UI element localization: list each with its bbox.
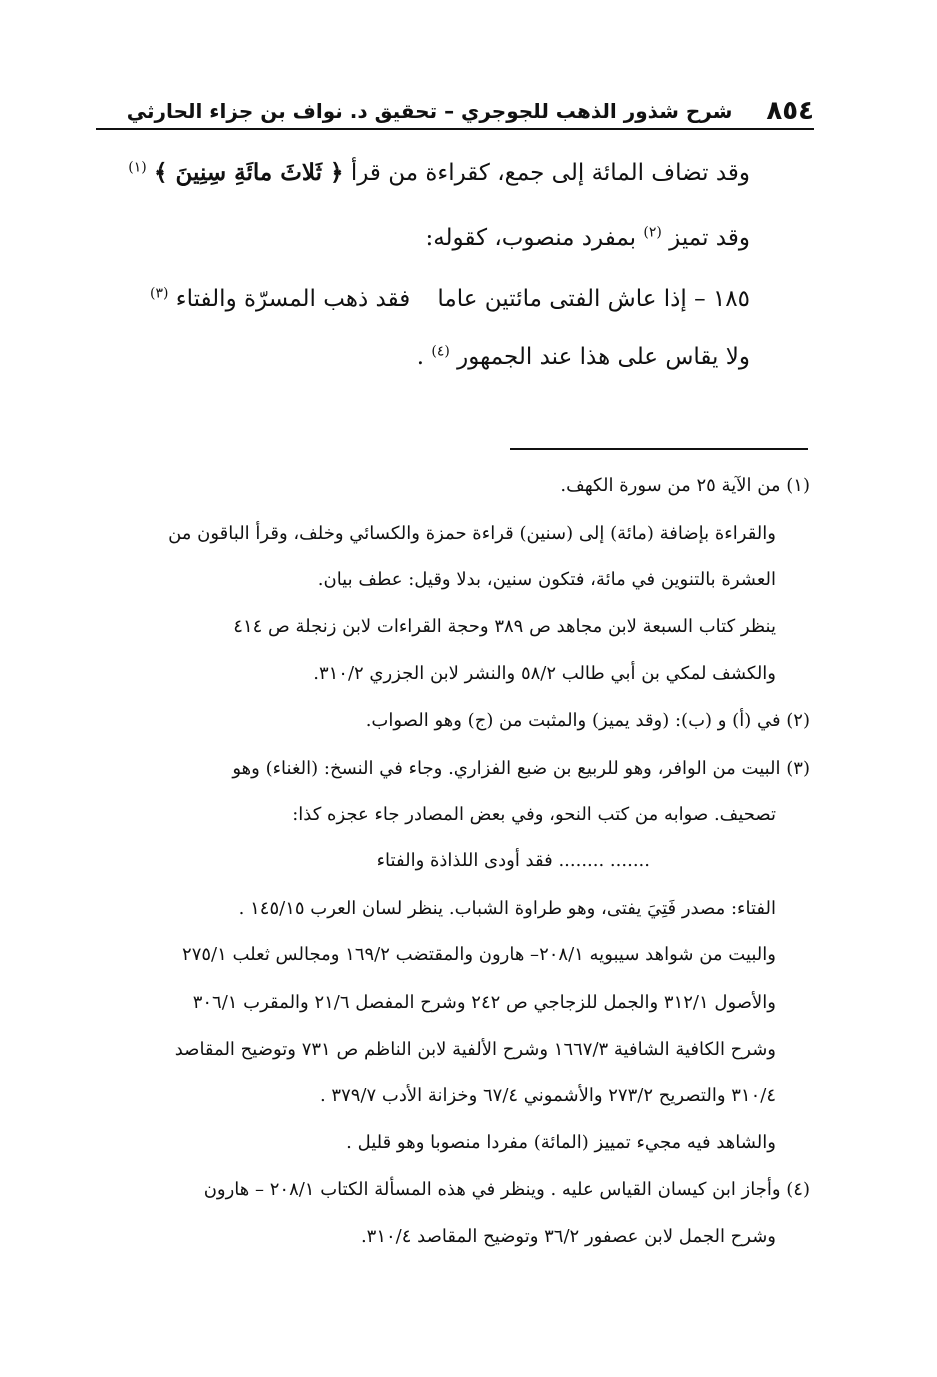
- footnote-3-line: والشاهد فيه مجيء تمييز (المائة) مفردا منصوبا وهو قليل .: [346, 1132, 776, 1153]
- footnote-3: (٣) البيت من الوافر، وهو للربيع بن ضبع الفزاري. وجاء في النسخ: (الغناء) وهو: [232, 758, 810, 779]
- footnote-3-line: ٣١٠/٤ والتصريح ٢٧٣/٢ والأشموني ٦٧/٤ وخزانة الأدب ٣٧٩/٧ .: [319, 1085, 776, 1106]
- main-line-4: [417, 342, 750, 372]
- footnote-1: (١) من الآية ٢٥ من سورة الكهف.: [560, 475, 810, 496]
- verse-first-hemistich: ١٨٥ – إذا عاش الفتى مائتين عاما: [437, 286, 750, 312]
- footnote-ref-1: (١): [128, 159, 147, 176]
- footnote-ref-2: (٢): [643, 224, 662, 241]
- main-line-4-text: ولا يقاس على هذا عند الجمهور: [457, 344, 750, 370]
- footnote-3-line: والأصول ٣١٢/١ والجمل للزجاجي ص ٢٤٢ وشرح المفصل ٢١/٦ والمقرب ٣٠٦/١: [192, 992, 776, 1013]
- main-line-2-text-b: بمفرد منصوب، كقوله:: [425, 225, 637, 251]
- footnote-3-line: تصحيف. صوابه من كتب النحو، وفي بعض المصادر جاء عجزه كذا:: [292, 804, 776, 825]
- footnote-ref-4: (٤): [431, 343, 450, 360]
- verse-second-hemistich: فقد ذهب المسرّة والفتاء: [175, 286, 411, 312]
- verse-second-hemistich-wrap: [150, 284, 410, 314]
- footnote-3-line: الفتاء: مصدر فَتِيَ يفتى، وهو طراوة الشباب. ينظر لسان العرب ١٤٥/١٥ .: [238, 898, 776, 919]
- quran-quote: ﴿ ثَلاثَ مائَةِ سِنِينَ ﴾: [154, 159, 344, 186]
- page-header: [96, 92, 814, 130]
- main-line-2-text-a: وقد تميز: [669, 225, 750, 251]
- running-title: شرح شذور الذهب للجوجري – تحقيق د. نواف بن جزاء الحارثي: [126, 99, 733, 123]
- header-rule: [96, 128, 814, 130]
- main-line-4-end: .: [416, 344, 425, 370]
- footnote-1-line: ينظر كتاب السبعة لابن مجاهد ص ٣٨٩ وحجة القراءات لابن زنجلة ص ٤١٤: [233, 616, 776, 637]
- main-line-1-text: وقد تضاف المائة إلى جمع، كقراءة من قرأ: [350, 160, 750, 186]
- footnote-3-line: والبيت من شواهد سيبويه ٢٠٨/١– هارون والمقتضب ١٦٩/٢ ومجالس ثعلب ٢٧٥/١: [182, 944, 776, 965]
- footnote-3-line: وشرح الكافية الشافية ١٦٦٧/٣ وشرح الألفية لابن الناظم ص ٧٣١ وتوضيح المقاصد: [174, 1039, 776, 1060]
- footnote-1-line: والقراءة بإضافة (مائة) إلى (سنين) قراءة حمزة والكسائي وخلف، وقرأ الباقون من: [168, 523, 776, 544]
- main-line-1: [128, 158, 750, 188]
- footnote-4: (٤) وأجاز ابن كيسان القياس عليه . وينظر في هذه المسألة الكتاب ٢٠٨/١ – هارون: [203, 1179, 810, 1200]
- footnote-separator: [510, 448, 808, 450]
- footnote-3-verse: ....... ........ فقد أودى اللذاذة والفتاء: [376, 850, 650, 871]
- footnote-2: (٢) في (أ) و (ب): (وقد يميز) والمثبت من (ج) وهو الصواب.: [365, 710, 810, 731]
- footnote-1-line: العشرة بالتنوين في مائة، فتكون سنين، بدلا وقيل: عطف بيان.: [317, 569, 776, 590]
- main-line-2: [425, 223, 750, 253]
- footnote-4-line: وشرح الجمل لابن عصفور ٣٦/٢ وتوضيح المقاصد ٣١٠/٤.: [360, 1226, 776, 1247]
- footnote-ref-3: (٣): [150, 285, 169, 302]
- page-number: ٨٥٤: [766, 96, 814, 126]
- footnote-1-line: والكشف لمكي بن أبي طالب ٥٨/٢ والنشر لابن الجزري ٣١٠/٢.: [313, 663, 776, 684]
